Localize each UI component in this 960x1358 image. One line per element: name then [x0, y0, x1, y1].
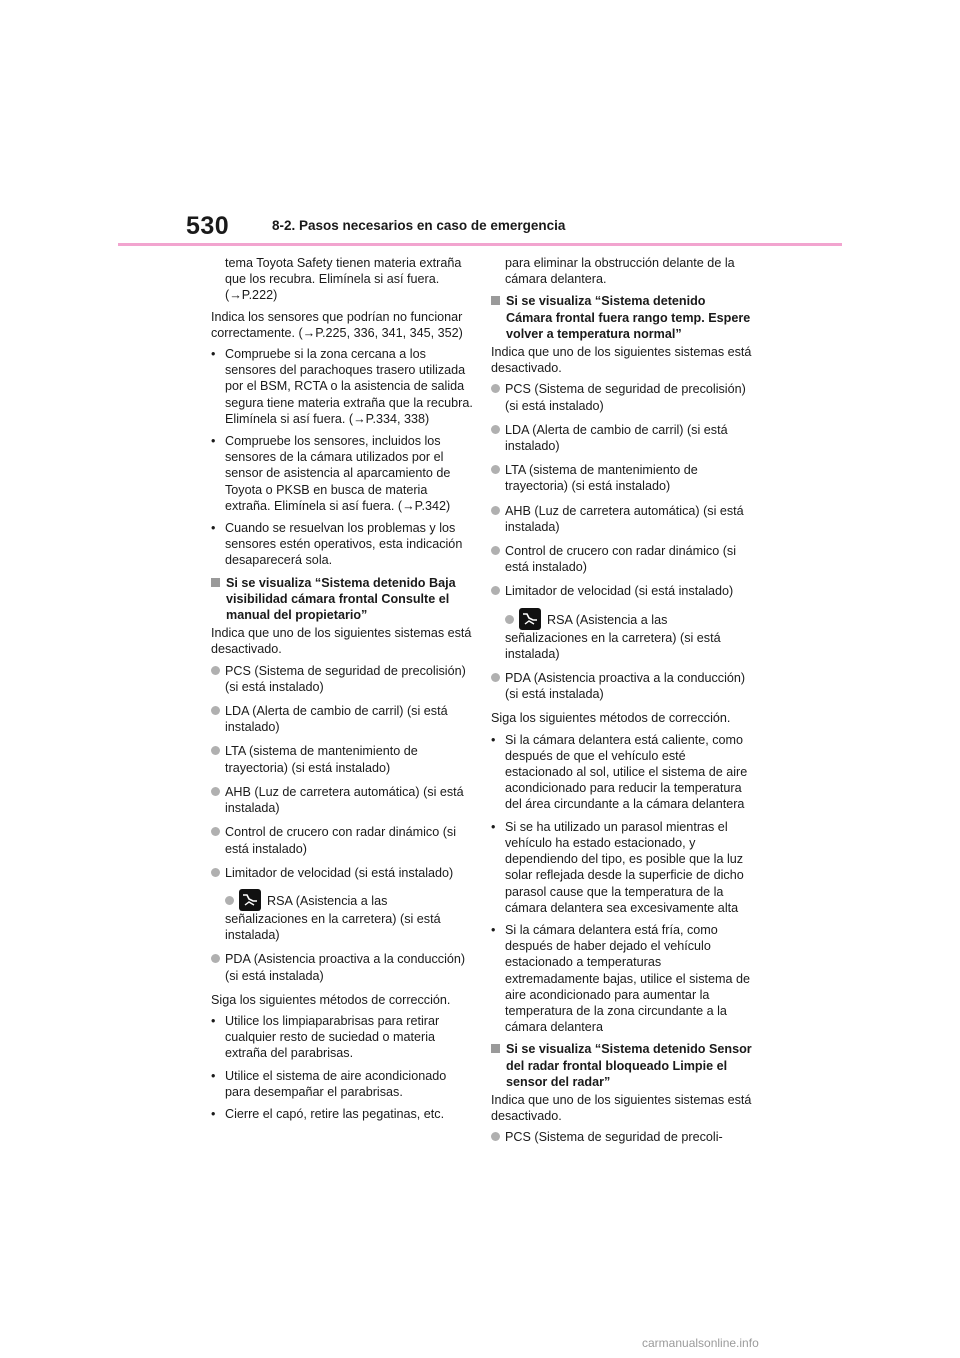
system-item-rsa: RSA (Asistencia a las señalizaciones en la carretera) (si está instalada): [491, 608, 753, 662]
system-item: PCS (Sistema de seguridad de precolisión) (si está instalado): [491, 381, 753, 413]
round-bullet-icon: [211, 954, 220, 963]
system-item: LDA (Alerta de cambio de carril) (si está instalado): [211, 703, 473, 735]
list-item: • Cuando se resuelvan los problemas y los sensores estén operativos, esta indicación desaparecerá sola.: [211, 521, 463, 568]
left-column: [211, 255, 473, 1128]
round-bullet-icon: [211, 868, 220, 877]
square-bullet-icon: [491, 296, 500, 305]
left-paragraph-2: Indica que uno de los siguientes sistemas está desactivado.: [211, 626, 472, 657]
list-item: • Compruebe los sensores, incluidos los sensores de la cámara utilizados por el sensor de asistencia al aparcamiento de Toyota o PKSB en busca de materia extraña. Elimínela si así fuera. (→P.342): [211, 434, 451, 513]
system-item: LDA (Alerta de cambio de carril) (si está instalado): [491, 422, 753, 454]
system-item-rsa: RSA (Asistencia a las señalizaciones en la carretera) (si está instalada): [211, 889, 473, 943]
system-item: LTA (sistema de mantenimiento de trayectoria) (si está instalado): [211, 743, 473, 775]
round-bullet-icon: [211, 706, 220, 715]
list-item: • Si la cámara delantera está caliente, como después de que el vehículo esté estacionado al sol, utilice el sistema de aire acondicionado para reducir la temperatura del área circundante a la cámara delantera: [491, 732, 748, 812]
left-heading-1: Si se visualiza “Sistema detenido Baja visibilidad cámara frontal Consulte el manual del propietario”: [211, 575, 473, 624]
round-bullet-icon: [491, 465, 500, 474]
round-bullet-icon: [491, 546, 500, 555]
system-item: Limitador de velocidad (si está instalado): [491, 583, 753, 599]
round-bullet-icon: [211, 666, 220, 675]
right-heading-2: Si se visualiza “Sistema detenido Sensor del radar frontal bloqueado Limpie el sensor del radar”: [491, 1041, 753, 1090]
round-bullet-icon: [211, 787, 220, 796]
system-item: PCS (Sistema de seguridad de precolisión) (si está instalado): [211, 663, 473, 695]
system-item: Control de crucero con radar dinámico (si está instalado): [211, 824, 473, 856]
rsa-icon: [239, 889, 261, 911]
round-bullet-icon: [211, 746, 220, 755]
system-item: AHB (Luz de carretera automática) (si está instalada): [491, 503, 753, 535]
right-paragraph-3: Indica que uno de los siguientes sistemas está desactivado.: [491, 1092, 752, 1124]
right-continued-text: para eliminar la obstrucción delante de la cámara delantera.: [505, 256, 735, 287]
round-bullet-icon: [505, 615, 514, 624]
right-heading-1: Si se visualiza “Sistema detenido Cámara frontal fuera rango temp. Espere volver a temperatura normal”: [491, 293, 753, 342]
header-rule: [118, 243, 842, 246]
section-title: 8-2. Pasos necesarios en caso de emergencia: [272, 218, 566, 233]
rsa-icon: [519, 608, 541, 630]
system-item: AHB (Luz de carretera automática) (si está instalada): [211, 784, 473, 816]
system-item: Control de crucero con radar dinámico (si está instalado): [491, 543, 753, 575]
list-item: • Utilice los limpiaparabrisas para retirar cualquier resto de suciedad o materia extraña del parabrisas.: [211, 1013, 440, 1061]
system-item: Limitador de velocidad (si está instalado): [211, 865, 473, 881]
right-column: [491, 255, 753, 1154]
system-item: LTA (sistema de mantenimiento de trayectoria) (si está instalado): [491, 462, 753, 494]
round-bullet-icon: [491, 673, 500, 682]
round-bullet-icon: [491, 425, 500, 434]
list-item: • Utilice el sistema de aire acondicionado para desempañar el parabrisas.: [211, 1068, 447, 1099]
round-bullet-icon: [491, 384, 500, 393]
round-bullet-icon: [491, 506, 500, 515]
left-paragraph-1: Indica los sensores que podrían no funcionar correctamente. (→P.225, 336, 341, 345, 352): [211, 309, 463, 340]
system-item: PCS (Sistema de seguridad de precoli-: [491, 1129, 753, 1145]
page-number: 530: [186, 212, 230, 240]
round-bullet-icon: [225, 896, 234, 905]
right-paragraph-1: Indica que uno de los siguientes sistemas está desactivado.: [491, 345, 752, 376]
watermark: carmanualsonline.info: [642, 1336, 759, 1350]
round-bullet-icon: [211, 827, 220, 836]
list-item: • Si la cámara delantera está fría, como después de haber dejado el vehículo estacionado a temperaturas extremadamente bajas, utilice el sistema de aire acondicionado para aumentar la temperatura de la zona circundante a la cámara delantera: [491, 922, 751, 1035]
right-paragraph-2: Siga los siguientes métodos de corrección.: [491, 711, 731, 726]
square-bullet-icon: [491, 1044, 500, 1053]
left-continued-text: tema Toyota Safety tienen materia extraña que los recubra. Elimínela si así fuera. (→P.222): [225, 256, 462, 303]
round-bullet-icon: [491, 586, 500, 595]
left-paragraph-3: Siga los siguientes métodos de corrección.: [211, 992, 451, 1007]
system-item-pda: PDA (Asistencia proactiva a la conducción) (si está instalada): [491, 670, 753, 702]
list-item: • Compruebe si la zona cercana a los sensores del parachoques trasero utilizada por el BSM, RCTA o la asistencia de salida segura tiene materia extraña que la recubra. Elimínela si así fuera. (→P.334, 338): [211, 347, 473, 426]
list-item: • Si se ha utilizado un parasol mientras el vehículo ha estado estacionado, y dependiendo del tipo, es posible que la luz solar reflejada desde la superficie de dicho parasol cause que la temperatura de la cámara delantera sea excesivamente alta: [491, 819, 744, 915]
round-bullet-icon: [491, 1132, 500, 1141]
square-bullet-icon: [211, 578, 220, 587]
system-item-pda: PDA (Asistencia proactiva a la conducción) (si está instalada): [211, 951, 473, 983]
list-item: • Cierre el capó, retire las pegatinas, etc.: [211, 1106, 445, 1121]
